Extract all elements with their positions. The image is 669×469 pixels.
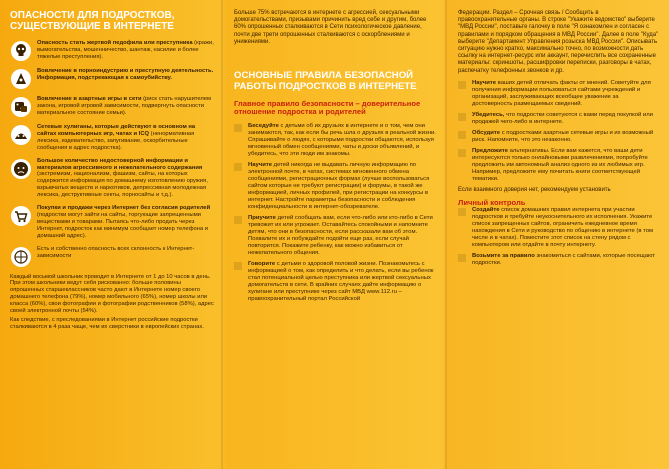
danger-bold: Большое количество недостоверной информации и материалов агрессивного и нежелательного содержания [37,157,203,171]
danger-desc: (подростки могут зайти на сайты, торгующие запрещенными веществами и товарами. Пытаясь что-либо продать через Интернет, подросток как минимум сообщает номер телефона и домашний адрес). [37,211,208,239]
danger-desc: (риск стать нарушителем закона, игровой игровой зависимости, подвергнуть опасности материальное состояние семьи). [37,96,212,116]
danger-bold: Покупки и продажи через Интернет без согласия родителей [37,205,211,212]
danger-item [10,246,214,268]
danger-text [37,40,214,61]
rule-lead: Беседуйте [248,122,279,129]
bullet-square [458,81,466,89]
rule-item [458,80,659,108]
rule-desc: что подростки советуются с вами перед покупкой или продажей чего-либо в интернете. [472,111,653,125]
danger-item [10,124,214,152]
control-desc: знакомиться с сайтами, которые посещают подростки. [472,253,656,267]
bullet-mark [234,162,248,211]
danger-bold: Вовлечение в азартные игры в сети [37,96,142,102]
rules-heading: ОСНОВНЫЕ ПРАВИЛА БЕЗОПАСНОЙ РАБОТЫ ПОДРОСТКОВ В ИНТЕРНЕТЕ [234,70,417,93]
rule-lead: Научите [248,161,273,168]
bullet-square [234,163,242,171]
bullet-mark [458,112,472,126]
column-control [446,0,669,469]
danger-desc: (экстремизм, национализм, фашизм, сайты, на которых содержится информация по домашнему изготовлению оружия, взрывчатых веществ и наркотиков, депрессивная молодежная лексика, деструктивные секты, порносайты и т.д.). [37,171,208,199]
rule-desc: с детьми об их друзьях в интернете и о том, чем они занимаются, так, как если бы речь шла о друзьях в реальной жизни. Спрашивайте о людях, с которыми подростки общаются, используя мгновенный обмен сообщениями, чаты и доски объявлений, и убедитесь, что эти люди им знакомы. [248,122,436,157]
bullet-mark [458,207,472,249]
conclusion-paragraph: Как следствие, с преследованиями в Интернет российские подростки сталкиваются в 4 раза чаще, чем их сверстники в европейских странах. [10,317,204,331]
bullet-mark [458,130,472,144]
stats-paragraph: Каждый восьмой школьник проводит в Интернете от 1 до 10 часов в день. При этом школьники ведут себя рискованно: больше половины опрошенных старшеклассников часто дают в Интернете номер своего домашнего телефона (79%), номер мобильного (65%), номер школы или класса (60%), свои фотографии и фотографии родственников (58%), адрес своей электронной почты (54%). [10,273,214,314]
danger-bold: Вовлечение в порноиндустрию и преступную деятельность. Информация, подстрекающая к самоубийству. [37,68,214,81]
skull-icon [10,40,32,62]
rule-lead: Говорите [248,260,276,267]
danger-item [10,68,214,90]
bullet-mark [234,215,248,257]
danger-item [10,40,214,62]
rule-text [472,148,659,183]
cybersquatter-icon [10,124,32,146]
rule-item [234,123,438,158]
column-dangers [0,0,222,469]
rule-desc: детей никогда не выдавать личную информацию по электронной почте, в чатах, системах мгновенного обмена сообщениями, регистрационных формах (лучше воспользоваться сайтом которые не требуют регистрации) и форумы, в такой же информацией, личных профилей, при регистрации на конкурсы в интернет. Настройте параметры безопасности и соблюдения конфиденциальности в интернет-обозревателе. [248,161,430,210]
rule-text [248,215,438,257]
rule-text [472,130,659,144]
danger-text [37,96,214,117]
danger-item [10,205,214,240]
danger-text [37,68,214,82]
cart-icon [10,205,32,227]
bullet-square [234,262,242,270]
control-item [458,253,659,267]
bullet-mark [458,253,472,267]
danger-bold: Опасность стать жертвой педофила или преступника [37,40,193,46]
rule-item [234,162,438,211]
danger-text [37,246,214,260]
bullet-mark [458,80,472,108]
rule-desc: ваших детей отличать факты от мнений. Советуйте для получения информации пользоваться сайтами учреждений и организаций, заслуживающих всеобщее уважение за достоверность размещаемых сведений. [472,79,651,107]
bullet-square [458,131,466,139]
rule-text [472,80,659,108]
dangers-heading: ОПАСНОСТИ ДЛЯ ПОДРОСТКОВ, СУЩЕСТВУЮЩИЕ В ИНТЕРНЕТЕ [10,10,175,32]
danger-text [37,158,214,199]
bullet-square [234,124,242,132]
rule-lead: Научите [472,79,497,86]
personal-control-heading: Личный контроль [458,198,526,208]
rule-lead: Убедитесь, [472,111,505,118]
rule-item [234,215,438,257]
danger-desc: (кражи, вымогательства, мошенничество, шантаж, насилие и более тяжелые преступления). [37,40,214,60]
cult-icon [10,68,32,90]
danger-desc: (ненормативная лексика, издевательство, запугивание, оскорбительные сообщения в адрес подростка). [37,130,195,151]
danger-text [37,205,214,240]
rule-item [458,112,659,126]
control-lead: Создайте [472,207,500,214]
rule-item [458,148,659,183]
rule-desc: с детьми о здоровой половой жизни. Познакомьтесь с информацией о том, как определить и что делать, если вы ребенок стал потенциальной целью преступника или жертвой сексуальных домогательств в сети. В крайних случаях дайте информацию о хулигане или преступнике через сайт МВД www.112.ru – правоохранительный портал Российской [248,260,434,302]
bullet-square [458,113,466,121]
danger-item [10,96,214,118]
rule-desc: с подростками азартные сетевые игры и их возможный риск. Напомните, что это незаконно. [472,129,654,143]
bullet-mark [234,261,248,303]
report-instructions: Федерации. Раздел – Срочная связь / Сообщить в правоохранительные органы. В строке "Укажите ведомство" выберите "МВД России", поставьте галочку в поле "Я ознакомлен и согласен с правилами и порядком обращения в МВД России". Далее в поле "Куда" выберите "Департамент Управления розыска МВД России". Описывать ситуацию нужно кратко, максимально точно, по возможности дать ссылку на интернет-ресурс или аккаунт, перечислить все сохраненные материалы: скриншоты, расшифровки переписки, разговоры в чатах, распечатку телефонных звонков и др. [458,10,659,74]
rule-text [248,123,438,158]
rule-text [248,261,438,303]
danger-desc: Есть и собственно опасность всех склонность к Интернет-зависимости [37,245,195,259]
column-rules [222,0,446,469]
rule-desc: детей сообщать вам, если что-либо или кто-либо в Сети тревожит их или угрожает. Оставайтесь спокойными и напомните детям, что они в безопасности, если рассказали вам об этом. Похвалите их и побуждайте подойти еще раз, если случай повторится. Покажите ребенку, как можно избавиться от нежелательного общения. [248,214,433,256]
danger-text [37,124,214,152]
rule-lead: Предложите [472,147,508,154]
control-text [472,253,659,267]
control-desc: список домашних правил интернета при участии подростков и требуйте неукоснительного их исполнения. Укажите список запрещенных сайтов, ограничить ежедневное время нахождения в Сети и руководство по общению в интернете (в том числе и в чатах). Поместите этот список на стену рядом с компьютером или отдайте в почту интернету. [472,207,654,249]
bullet-square [234,216,242,224]
rule-text [472,112,659,126]
network-icon [10,246,32,268]
bullet-mark [458,148,472,183]
main-rule: Главное правило безопасности – доверительное отношение подростка и родителей [234,99,421,117]
bullet-square [458,208,466,216]
bullet-square [458,254,466,262]
rule-desc: альтернативы. Если вам кажется, что ваши дети интересуются только онлайновыми развлечениями, попробуйте предложить им автономный анализ одного из их любимых игр. Например, предложите ему почитать книги соответствующей тематики. [472,147,648,182]
rule-lead: Обсудите [472,129,501,136]
rule-text [248,162,438,211]
bullet-square [458,149,466,157]
bullet-mark [234,123,248,158]
danger-item [10,158,214,199]
angry-face-icon [10,158,32,180]
rule-item [458,130,659,144]
trust-note: Если взаимного доверия нет, рекомендуем установить [458,186,611,193]
rule-item [234,261,438,303]
danger-bold: Сетевые хулиганы, которые действуют в основном на сайтах компьютерных игр, чатах и ICQ [37,124,196,137]
control-text [472,207,659,249]
intro-paragraph: Больше 75% встречаются в интернете с агрессией, сексуальными домогательствами, призывами причинить вред себе и другим, более 60% опрошенных сталкиваются в Сети психологическое давление, почти две трети опрошенных сталкиваются с оскорблениями и унижениями. [234,10,427,45]
control-lead: Возьмите за правило [472,253,535,260]
rule-lead: Приучите [248,214,276,221]
control-item [458,207,659,249]
dice-icon [10,96,32,118]
